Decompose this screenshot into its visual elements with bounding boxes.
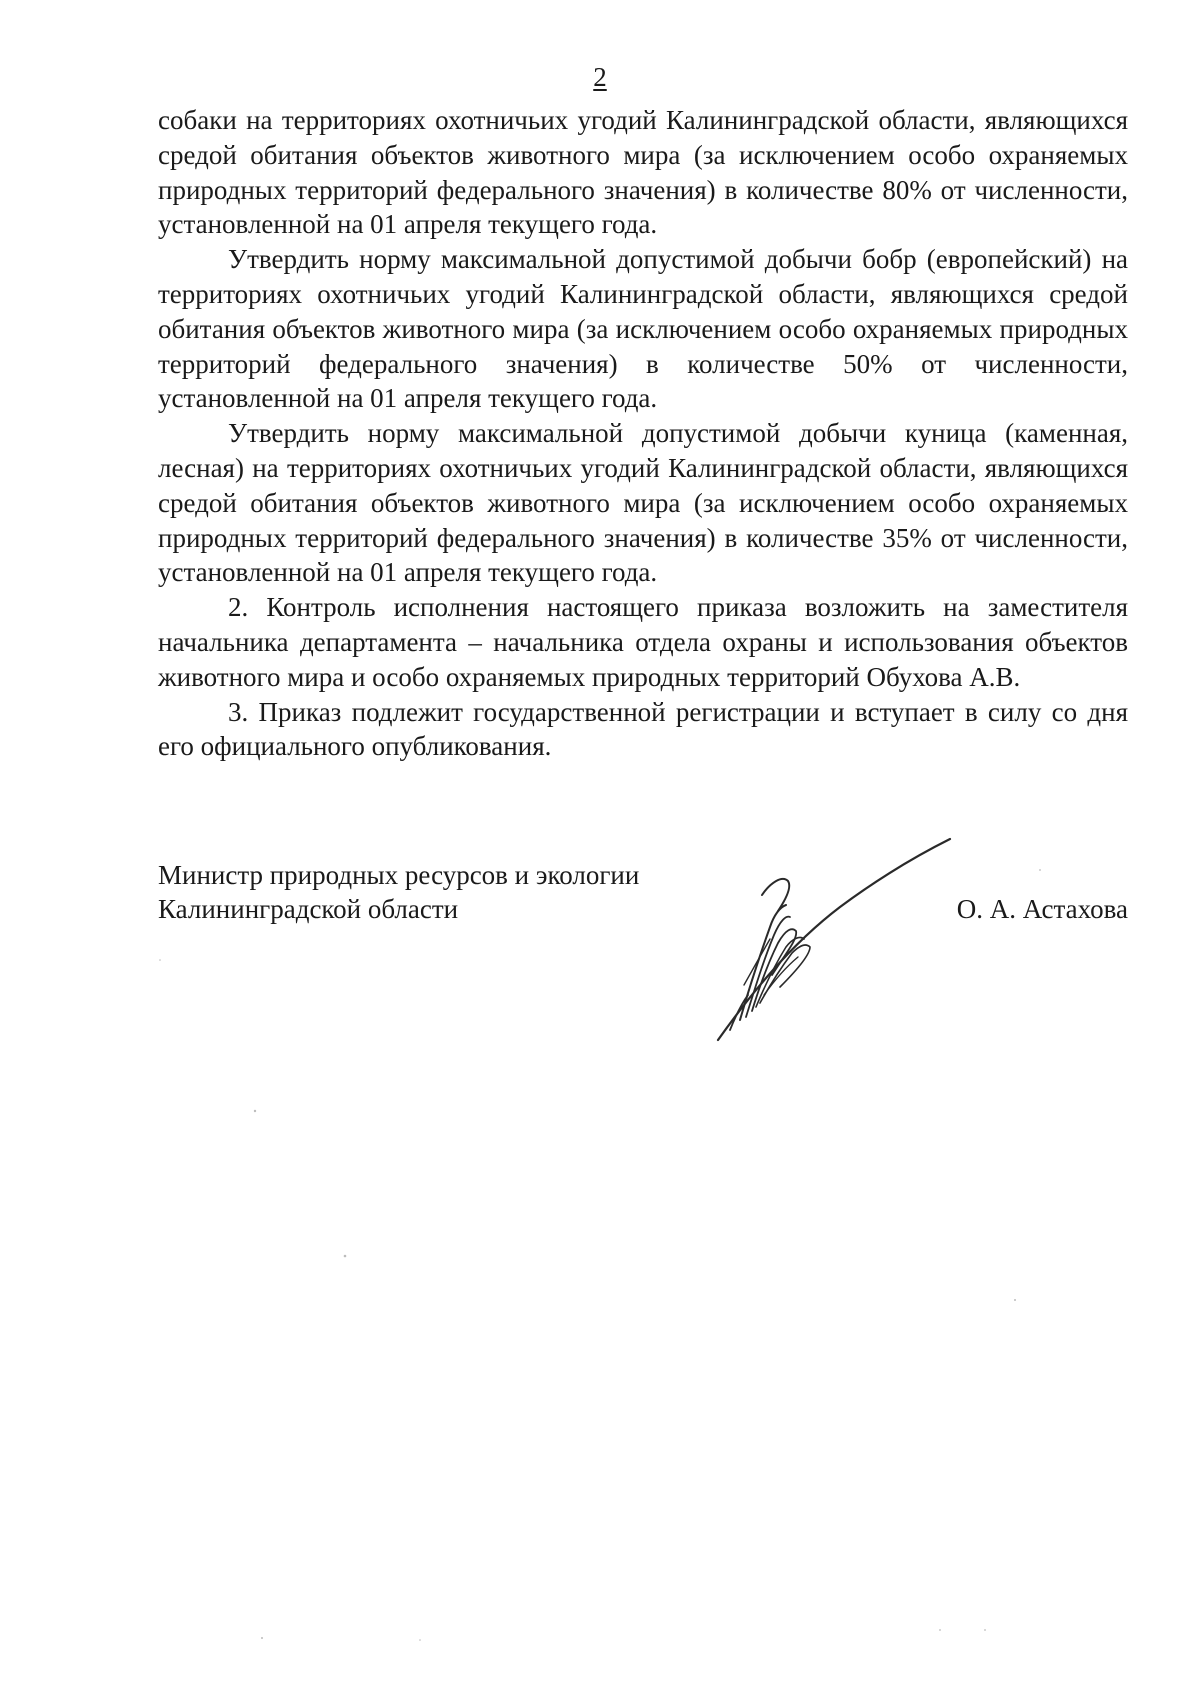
paragraph-marten-quota: Утвердить норму максимальной допустимой добычи куница (каменная, лесная) на территориях охотничьих угодий Калининградской области, являющихся средой обитания объектов животного мира (за исключением особо охраняемых природных территорий федерального значения) в количестве 35% от численности, установленной на 01 апреля текущего года. bbox=[158, 418, 1128, 588]
signatory-position bbox=[158, 858, 718, 926]
paragraph-registration-clause: 3. Приказ подлежит государственной регистрации и вступает в силу со дня его официального опубликования. bbox=[158, 696, 1128, 762]
signatory-name: О. А. Астахова bbox=[956, 894, 1128, 924]
paragraph-continuation: собаки на территориях охотничьих угодий Калининградской области, являющихся средой обитания объектов животного мира (за исключением особо охраняемых природных территорий федерального значения) в количестве 80% от численности, установленной на 01 апреля текущего года. bbox=[158, 105, 1128, 240]
document-body bbox=[158, 103, 1128, 764]
signatory-position-line-1: Министр природных ресурсов и экологии bbox=[158, 860, 640, 890]
signature-block bbox=[158, 858, 1128, 938]
handwritten-signature bbox=[700, 835, 960, 1050]
paragraph-control-clause: 2. Контроль исполнения настоящего приказа возложить на заместителя начальника департамента – начальника отдела охраны и использования объектов животного мира и особо охраняемых природных территорий Обухова А.В. bbox=[158, 592, 1128, 692]
page-number: 2 bbox=[593, 62, 607, 92]
paragraph-beaver-quota: Утвердить норму максимальной допустимой добычи бобр (европейский) на территориях охотничьих угодий Калининградской области, являющихся средой обитания объектов животного мира (за исключением особо охраняемых природных территорий федерального значения) в количестве 50% от численности, установленной на 01 апреля текущего года. bbox=[158, 244, 1128, 414]
signatory-position-line-2: Калининградской области bbox=[158, 894, 459, 924]
